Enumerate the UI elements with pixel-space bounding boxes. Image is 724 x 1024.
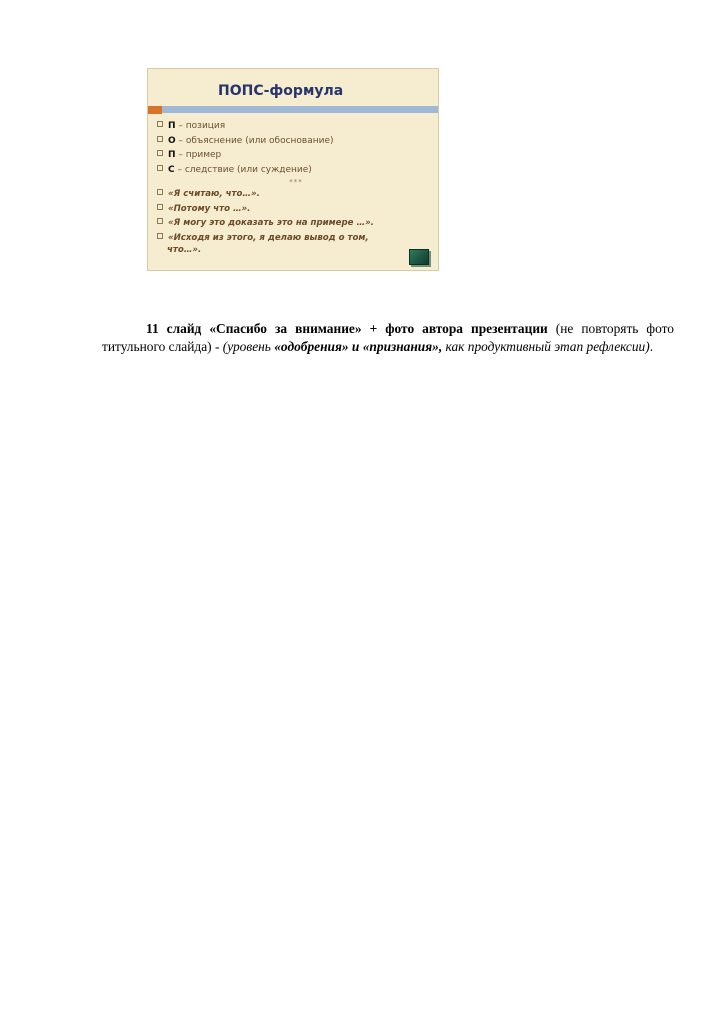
item-letter: П	[168, 121, 176, 131]
phrase-text: «Я могу это доказать это на примере …».	[168, 218, 374, 228]
body-paragraph	[102, 320, 674, 356]
phrase-item	[157, 202, 435, 217]
item-letter: П	[168, 150, 176, 160]
item-text: – пример	[175, 150, 222, 160]
level-note-emphasis: «одобрения» и «признания»,	[274, 339, 443, 354]
instruction-text: (не повторять фото титульного слайда) -	[102, 321, 674, 354]
square-bullet-icon	[157, 121, 163, 127]
list-item	[157, 163, 435, 178]
phrase-item	[157, 187, 435, 202]
slide-title: ПОПС-формула	[218, 83, 344, 99]
item-letter: О	[168, 135, 176, 146]
level-note-start: (уровень	[222, 339, 275, 354]
phrase-item	[157, 231, 435, 246]
list-item	[157, 134, 435, 149]
phrase-item	[157, 216, 435, 231]
phrase-item-continuation	[157, 245, 435, 256]
item-letter: С	[168, 164, 175, 175]
phrase-text: «Потому что …».	[168, 203, 251, 214]
phrase-text: «Исходя из этого, я делаю вывод о том,	[168, 232, 369, 243]
phrase-text: что…».	[167, 245, 202, 255]
list-item	[157, 148, 435, 163]
square-bullet-icon	[157, 218, 163, 224]
title-accent-bar	[148, 106, 162, 114]
navigation-button-icon	[409, 249, 429, 265]
item-text: – следствие (или суждение)	[174, 164, 312, 175]
slide-heading-text: 11 слайд «Спасибо за внимание» + фото автора презентации	[146, 321, 548, 336]
formula-list	[157, 119, 435, 256]
square-bullet-icon	[157, 233, 163, 239]
square-bullet-icon	[157, 204, 163, 210]
list-item	[157, 119, 435, 134]
title-divider-bar	[162, 106, 438, 113]
square-bullet-icon	[157, 165, 163, 171]
square-bullet-icon	[157, 189, 163, 195]
square-bullet-icon	[157, 136, 163, 142]
popps-formula-slide-image	[147, 68, 439, 271]
item-text: – объяснение (или обоснование)	[175, 135, 334, 146]
item-text: – позиция	[175, 121, 226, 131]
paragraph-end: .	[649, 339, 654, 354]
square-bullet-icon	[157, 150, 163, 156]
phrase-text: «Я считаю, что…».	[168, 189, 260, 199]
separator: ***	[289, 178, 303, 186]
level-note-end: как продуктивный этап рефлексии)	[442, 339, 650, 354]
